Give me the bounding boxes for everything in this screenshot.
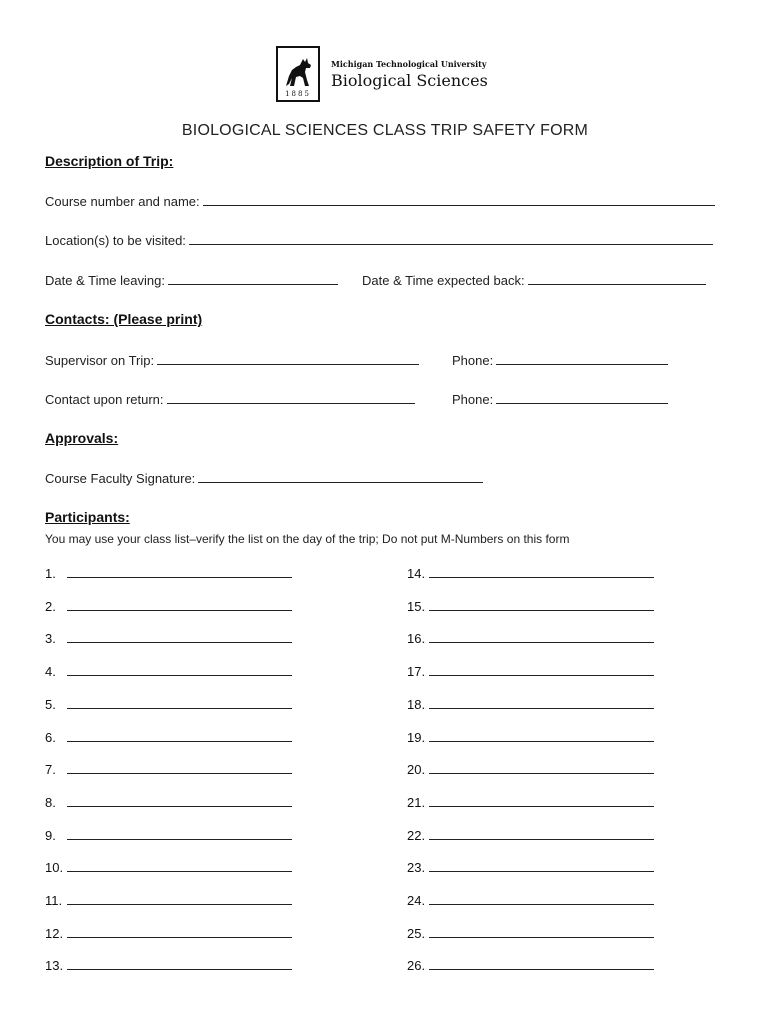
leaving-blank[interactable] — [168, 273, 338, 285]
participant-blank[interactable] — [67, 631, 292, 643]
participant-row[interactable] — [407, 958, 654, 973]
participant-number: 1. — [45, 566, 56, 581]
course-blank[interactable] — [203, 194, 715, 206]
participant-number: 11. — [45, 893, 63, 908]
participant-blank[interactable] — [67, 828, 292, 840]
participant-row[interactable] — [407, 893, 654, 908]
leaving-field[interactable] — [45, 273, 338, 288]
participant-number: 7. — [45, 762, 56, 777]
participant-number: 18. — [407, 697, 426, 712]
participant-number: 9. — [45, 828, 56, 843]
supervisor-blank[interactable] — [157, 353, 419, 365]
participant-blank[interactable] — [67, 730, 292, 742]
participant-row[interactable] — [45, 631, 292, 646]
return-phone-field[interactable] — [452, 392, 668, 407]
participant-number: 14. — [407, 566, 426, 581]
participant-number: 3. — [45, 631, 56, 646]
supervisor-field[interactable] — [45, 353, 419, 368]
participant-blank[interactable] — [67, 697, 292, 709]
participant-number: 10. — [45, 860, 64, 875]
contacts-heading: Contacts: (Please print) — [45, 311, 203, 327]
participant-blank[interactable] — [429, 795, 654, 807]
participant-blank[interactable] — [67, 860, 292, 872]
participant-blank[interactable] — [429, 926, 654, 938]
participant-row[interactable] — [45, 860, 292, 875]
participant-number: 6. — [45, 730, 56, 745]
participant-number: 5. — [45, 697, 56, 712]
participant-number: 26. — [407, 958, 426, 973]
signature-field[interactable] — [45, 471, 483, 486]
supervisor-label: Supervisor on Trip: — [45, 353, 155, 368]
back-blank[interactable] — [528, 273, 706, 285]
participant-number: 17. — [407, 664, 426, 679]
signature-label: Course Faculty Signature: — [45, 471, 196, 486]
participant-row[interactable] — [407, 631, 654, 646]
approvals-heading: Approvals: — [45, 430, 119, 446]
participant-blank[interactable] — [67, 566, 292, 578]
participants-note: You may use your class list–verify the list on the day of the trip; Do not put M-Numbers on this form — [45, 532, 570, 546]
participant-blank[interactable] — [429, 893, 654, 905]
return-contact-field[interactable] — [45, 392, 415, 407]
participant-number: 19. — [407, 730, 426, 745]
participant-number: 13. — [45, 958, 64, 973]
participant-blank[interactable] — [429, 631, 654, 643]
supervisor-phone-blank[interactable] — [496, 353, 668, 365]
signature-blank[interactable] — [198, 471, 483, 483]
participant-row[interactable] — [45, 958, 292, 973]
participant-row[interactable] — [407, 697, 654, 712]
university-name: Michigan Technological University — [331, 59, 487, 69]
participant-number: 15. — [407, 599, 426, 614]
participant-blank[interactable] — [67, 762, 292, 774]
participant-row[interactable] — [45, 828, 292, 843]
participant-row[interactable] — [407, 828, 654, 843]
participant-row[interactable] — [45, 893, 292, 908]
course-field[interactable] — [45, 194, 715, 209]
participant-blank[interactable] — [67, 893, 292, 905]
leaving-label: Date & Time leaving: — [45, 273, 165, 288]
participant-row[interactable] — [407, 599, 654, 614]
husky-icon — [280, 50, 318, 90]
participant-blank[interactable] — [429, 860, 654, 872]
university-logo — [276, 46, 501, 104]
participant-blank[interactable] — [429, 828, 654, 840]
participant-number: 23. — [407, 860, 426, 875]
participant-blank[interactable] — [429, 566, 654, 578]
participant-row[interactable] — [45, 697, 292, 712]
participant-number: 12. — [45, 926, 64, 941]
location-field[interactable] — [45, 233, 713, 248]
participant-number: 4. — [45, 664, 56, 679]
back-label: Date & Time expected back: — [362, 273, 525, 288]
participant-row[interactable] — [407, 762, 654, 777]
participant-blank[interactable] — [429, 730, 654, 742]
participant-row[interactable] — [45, 730, 292, 745]
participant-row[interactable] — [45, 566, 292, 581]
participant-number: 22. — [407, 828, 426, 843]
participant-row[interactable] — [45, 795, 292, 810]
return-contact-blank[interactable] — [167, 392, 415, 404]
supervisor-phone-field[interactable] — [452, 353, 668, 368]
participant-blank[interactable] — [67, 599, 292, 611]
department-name: Biological Sciences — [331, 71, 488, 90]
logo-emblem — [276, 46, 320, 102]
participant-blank[interactable] — [67, 664, 292, 676]
participant-row[interactable] — [407, 926, 654, 941]
participant-blank[interactable] — [429, 599, 654, 611]
logo-year: 1885 — [285, 90, 311, 98]
location-blank[interactable] — [189, 233, 713, 245]
participant-row[interactable] — [407, 795, 654, 810]
course-label: Course number and name: — [45, 194, 200, 209]
participant-blank[interactable] — [429, 958, 654, 970]
participant-row[interactable] — [407, 664, 654, 679]
participant-row[interactable] — [45, 926, 292, 941]
participant-row[interactable] — [407, 730, 654, 745]
participant-number: 16. — [407, 631, 426, 646]
participant-row[interactable] — [407, 860, 654, 875]
participant-blank[interactable] — [67, 795, 292, 807]
participant-number: 8. — [45, 795, 56, 810]
participant-row[interactable] — [45, 599, 292, 614]
participant-blank[interactable] — [67, 926, 292, 938]
participant-row[interactable] — [407, 566, 654, 581]
participant-row[interactable] — [45, 664, 292, 679]
participant-blank[interactable] — [429, 697, 654, 709]
participant-blank[interactable] — [429, 762, 654, 774]
return-phone-label: Phone: — [452, 392, 494, 407]
participant-row[interactable] — [45, 762, 292, 777]
participant-number: 2. — [45, 599, 56, 614]
participant-number: 20. — [407, 762, 426, 777]
form-title: BIOLOGICAL SCIENCES CLASS TRIP SAFETY FORM — [181, 122, 589, 139]
supervisor-phone-label: Phone: — [452, 353, 494, 368]
location-label: Location(s) to be visited: — [45, 233, 186, 248]
participant-number: 25. — [407, 926, 426, 941]
participants-heading: Participants: — [45, 509, 130, 525]
participant-blank[interactable] — [67, 958, 292, 970]
return-phone-blank[interactable] — [496, 392, 668, 404]
participant-number: 24. — [407, 893, 426, 908]
description-heading: Description of Trip: — [45, 153, 174, 169]
participant-blank[interactable] — [429, 664, 654, 676]
back-field[interactable] — [362, 273, 706, 288]
return-contact-label: Contact upon return: — [45, 392, 164, 407]
participant-number: 21. — [407, 795, 426, 810]
